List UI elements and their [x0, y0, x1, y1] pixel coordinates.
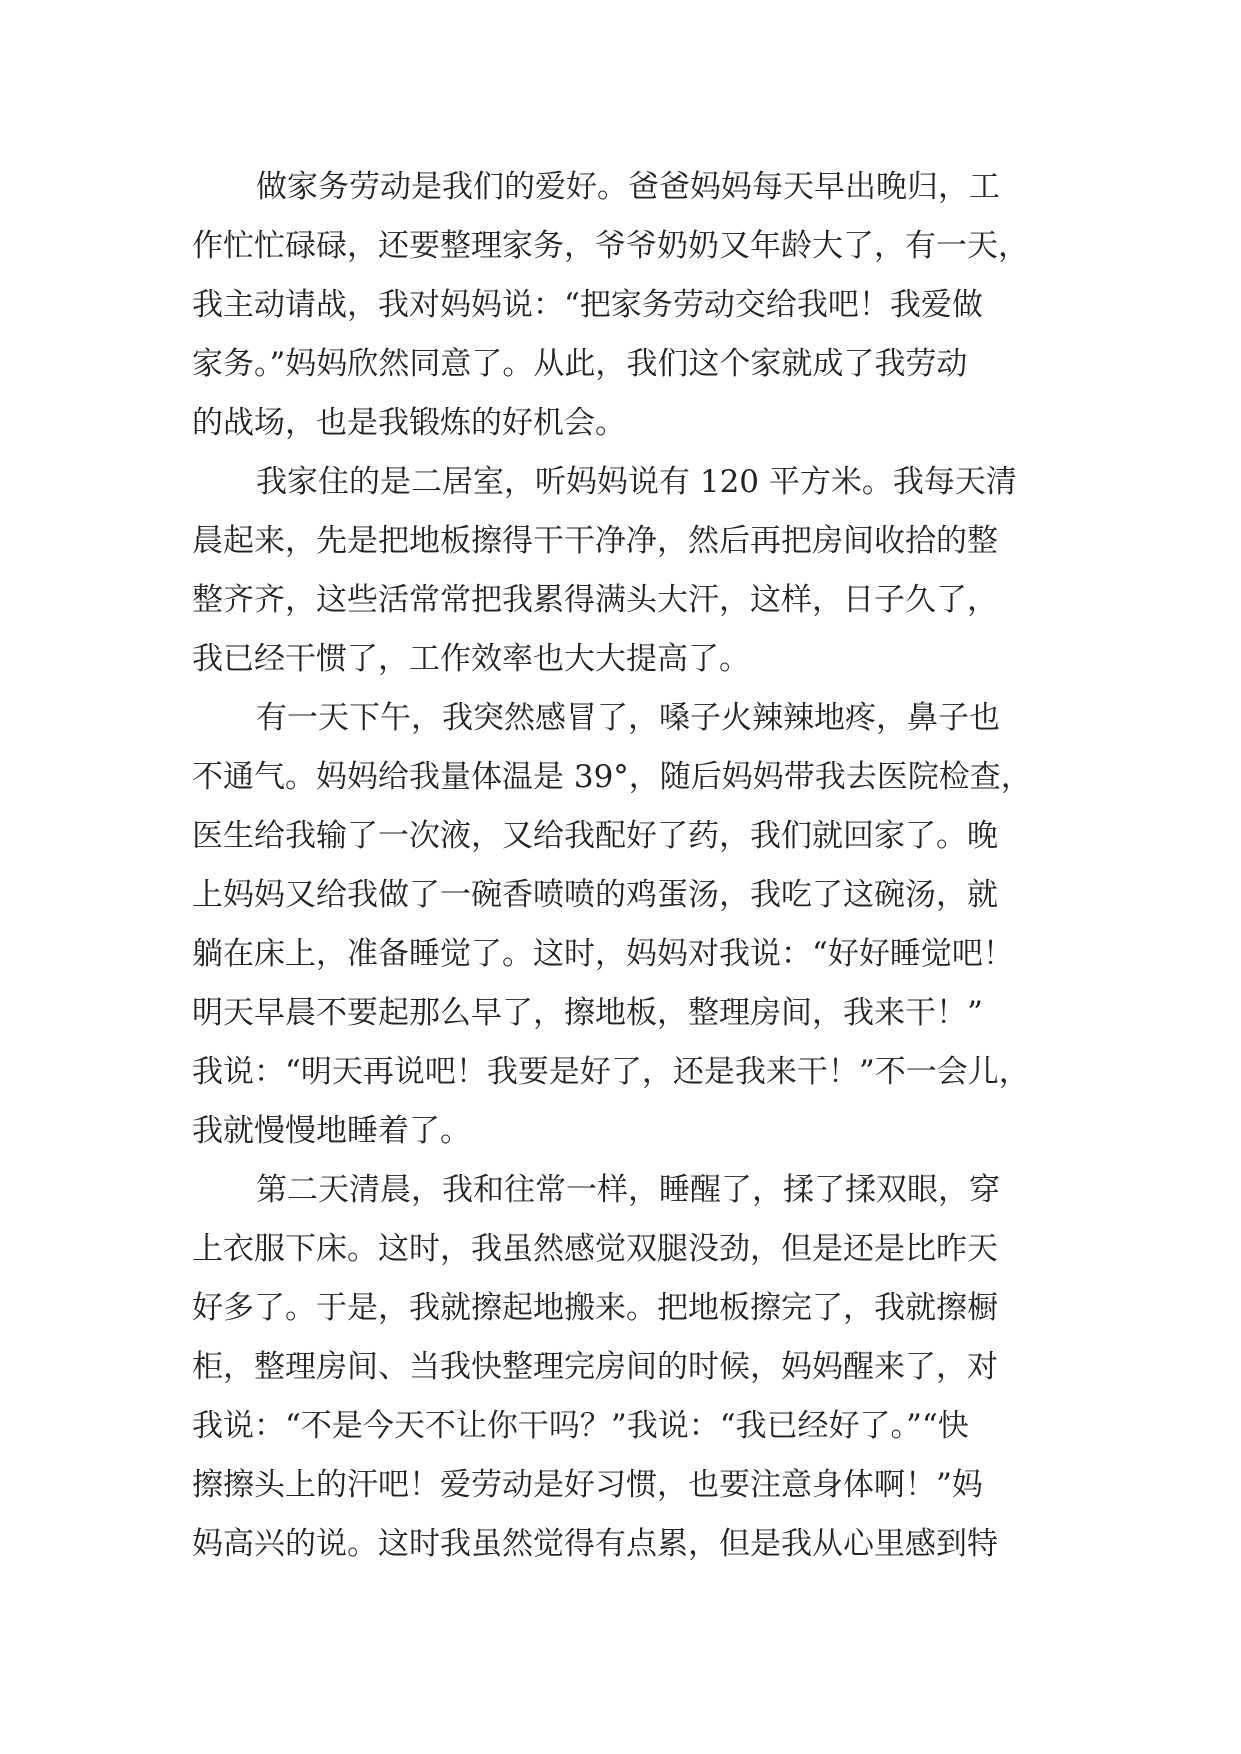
body-text	[192, 158, 1060, 1574]
paragraph-1	[192, 158, 1060, 453]
text-line: 躺在床上，准备睡觉了。这时，妈妈对我说：“好好睡觉吧！	[192, 936, 1014, 972]
text-line: 家务。”妈妈欣然同意了。从此，我们这个家就成了我劳动	[192, 346, 968, 382]
text-line: 做家务劳动是我们的爱好。爸爸妈妈每天早出晚归，工	[256, 169, 1000, 205]
text-line: 好多了。于是，我就擦起地搬来。把地板擦完了，我就擦橱	[192, 1290, 998, 1326]
text-line: 擦擦头上的汗吧！爱劳动是好习惯，也要注意身体啊！”妈	[192, 1467, 983, 1503]
paragraph-2	[192, 453, 1060, 689]
text-line: 医生给我输了一次液，又给我配好了药，我们就回家了。晚	[192, 818, 998, 854]
text-line: 我已经干惯了，工作效率也大大提高了。	[192, 641, 750, 677]
text-line: 整齐齐，这些活常常把我累得满头大汗，这样，日子久了，	[192, 582, 998, 618]
text-line: 第二天清晨，我和往常一样，睡醒了，揉了揉双眼，穿	[256, 1172, 1000, 1208]
text-line: 不通气。妈妈给我量体温是 39°，随后妈妈带我去医院检查，	[192, 759, 1032, 795]
text-line: 我就慢慢地睡着了。	[192, 1113, 471, 1149]
text-line: 我家住的是二居室，听妈妈说有 120 平方米。我每天清	[256, 464, 1017, 500]
text-line: 作忙忙碌碌，还要整理家务，爷爷奶奶又年龄大了，有一天，	[192, 228, 1029, 264]
text-line: 上衣服下床。这时，我虽然感觉双腿没劲，但是还是比昨天	[192, 1231, 998, 1267]
text-line: 上妈妈又给我做了一碗香喷喷的鸡蛋汤，我吃了这碗汤，就	[192, 877, 998, 913]
text-line: 我主动请战，我对妈妈说：“把家务劳动交给我吧！我爱做	[192, 287, 983, 323]
paragraph-3	[192, 689, 1060, 1161]
paragraph-4	[192, 1161, 1060, 1574]
text-line: 妈高兴的说。这时我虽然觉得有点累，但是我从心里感到特	[192, 1526, 998, 1562]
text-line: 柜，整理房间、当我快整理完房间的时候，妈妈醒来了，对	[192, 1349, 998, 1385]
text-line: 的战场，也是我锻炼的好机会。	[192, 405, 626, 441]
text-line: 晨起来，先是把地板擦得干干净净，然后再把房间收拾的整	[192, 523, 998, 559]
text-line: 我说：“不是今天不让你干吗？”我说：“我已经好了。”“快	[192, 1408, 969, 1444]
text-line: 明天早晨不要起那么早了，擦地板，整理房间，我来干！”	[192, 995, 983, 1031]
text-line: 有一天下午，我突然感冒了，嗓子火辣辣地疼，鼻子也	[256, 700, 1000, 736]
text-line: 我说：“明天再说吧！我要是好了，还是我来干！”不一会儿，	[192, 1054, 1030, 1090]
